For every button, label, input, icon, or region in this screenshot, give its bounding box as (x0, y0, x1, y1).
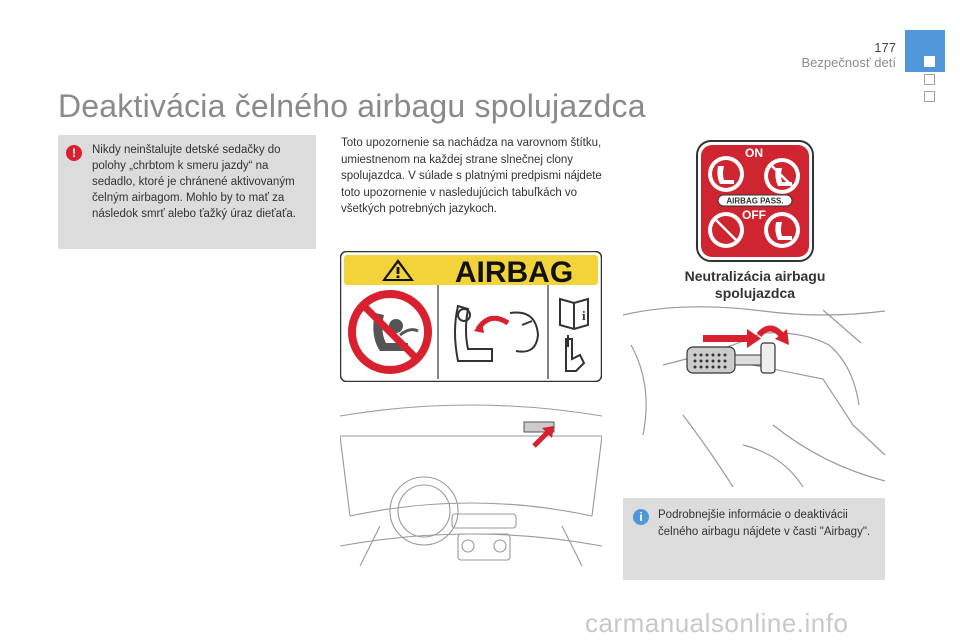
neutralization-caption: Neutralizácia airbagu spolujazdca (684, 268, 826, 301)
watermark: carmanualsonline.info (585, 608, 849, 638)
svg-text:i: i (582, 308, 586, 323)
body-paragraph: Toto upozornenie sa nachádza na varovnom štítku, umiestnenom na každej strane slnečnej clony spolujazdca. V súlade s platnými predpismi nájdete toto upozornenie v nasledujúcich tabuľkách vo všetkých potrebných jazykoch. (341, 137, 602, 215)
section-title: Bezpečnosť detí (801, 55, 896, 70)
warning-icon: ! (66, 145, 82, 161)
switch-location-illustration (623, 305, 885, 487)
page-title: Deaktivácia čelného airbagu spolujazdca (58, 88, 646, 124)
chapter-marker (924, 56, 935, 67)
info-text: Podrobnejšie informácie o deaktivácii čelného airbagu nájdete v časti "Airbagy". (658, 509, 871, 538)
info-icon: i (633, 509, 649, 525)
airbag-warning-label (340, 251, 602, 382)
airbag-label-title: AIRBAG (454, 256, 574, 289)
no-child-seat-icon (352, 294, 428, 370)
chapter-marker-empty (924, 91, 935, 102)
airbag-switch-panel (696, 140, 814, 262)
page-number: 177 (874, 40, 896, 55)
dashboard-illustration (340, 396, 602, 572)
switch-off-label: OFF (742, 208, 766, 222)
key-icon (687, 343, 775, 373)
warning-text: Nikdy neinštalujte detské sedačky do polohy „chrbtom k smeru jazdy“ na sedadlo, ktoré je chránené aktivovaným čelným airbagom. Mohlo by to mať za následok smrť alebo ťažký úraz dieťaťa. (92, 144, 296, 220)
switch-pass-label: AIRBAG PASS. (726, 196, 784, 206)
chapter-marker-empty (924, 74, 935, 85)
switch-on-label: ON (745, 146, 763, 160)
